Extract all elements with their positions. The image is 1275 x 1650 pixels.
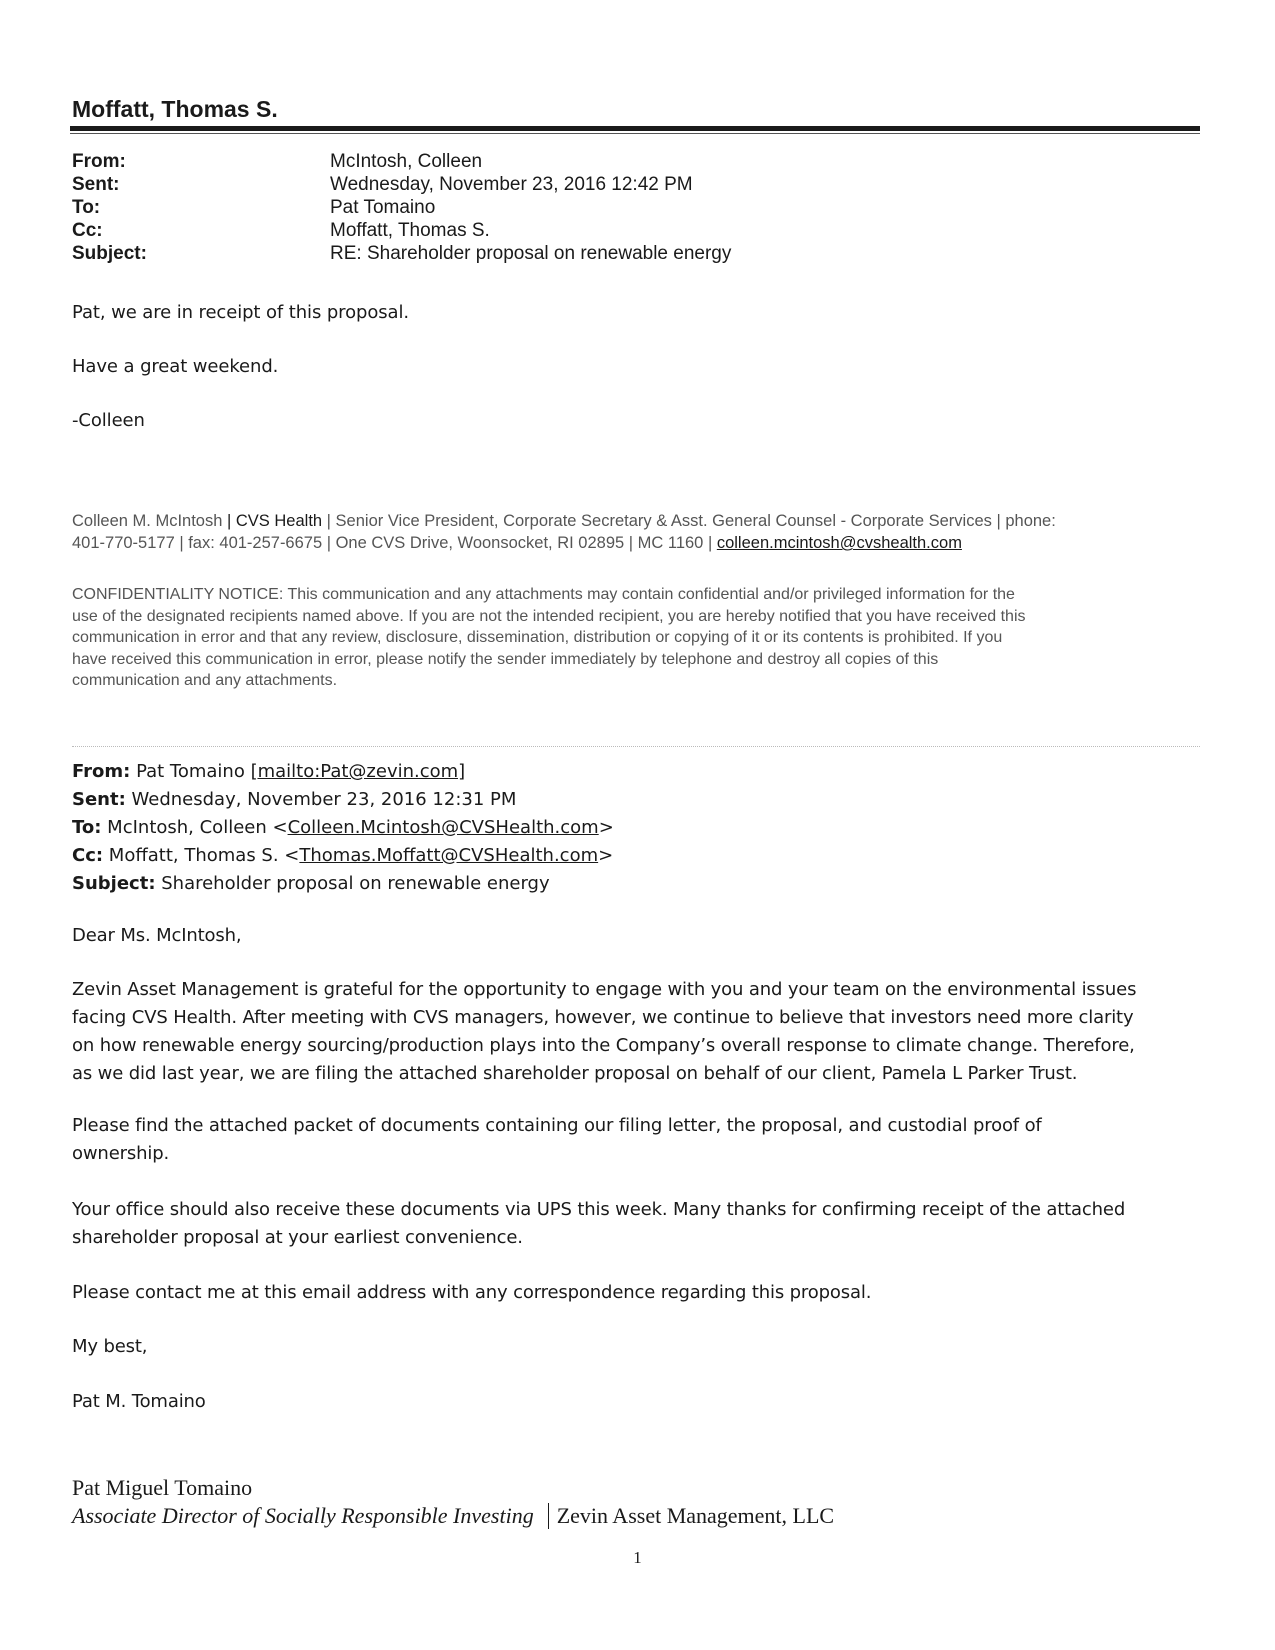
pat-signature-block <box>72 1474 834 1530</box>
original-to-email-link[interactable]: Colleen.Mcintosh@CVSHealth.com <box>287 817 599 838</box>
page-number: 1 <box>633 1548 642 1567</box>
original-from-mailto-link[interactable]: [mailto:Pat@zevin.com] <box>250 761 466 782</box>
pat-signature-title: Associate Director of Socially Responsible Investing <box>72 1503 534 1528</box>
original-paragraph-4: Please contact me at this email address with any correspondence regarding this proposal. <box>72 1282 872 1303</box>
subject-label: Subject: <box>72 243 147 264</box>
original-email-header <box>72 758 1202 898</box>
original-sent-value: Wednesday, November 23, 2016 12:31 PM <box>125 789 517 810</box>
reply-to-row <box>72 197 1172 220</box>
signature-line-2 <box>72 532 1202 554</box>
to-value: Pat Tomaino <box>330 197 436 218</box>
confidentiality-line-1: CONFIDENTIALITY NOTICE: This communication and any attachments may contain confidential and/or privileged information for the <box>72 586 1015 603</box>
original-paragraph-1 <box>72 976 1202 1088</box>
original-to-close: > <box>598 817 614 838</box>
confidentiality-notice <box>72 584 1207 692</box>
header-rule-thin <box>70 133 1200 134</box>
original-sender-name: Pat M. Tomaino <box>72 1391 206 1412</box>
confidentiality-line-3: communication in error and that any review, disclosure, dissemination, distribution or copying of it or its contents is prohibited. If you <box>72 629 1003 646</box>
reply-subject-row <box>72 243 1172 266</box>
signature-email-link[interactable]: colleen.mcintosh@cvshealth.com <box>716 534 962 552</box>
original-paragraph-3 <box>72 1196 1202 1252</box>
signature-title: | Senior Vice President, Corporate Secretary & Asst. General Counsel - Corporate Services | phone: <box>322 512 1056 530</box>
signature-company: CVS Health <box>235 512 323 530</box>
paragraph-3-line-2: shareholder proposal at your earliest convenience. <box>72 1227 523 1248</box>
original-paragraph-2 <box>72 1112 1202 1168</box>
original-from-row <box>72 758 1202 786</box>
paragraph-1-line-1: Zevin Asset Management is grateful for the opportunity to engage with you and your team on the environmental issues <box>72 979 1137 1000</box>
original-from-label: From: <box>72 761 131 782</box>
cc-label: Cc: <box>72 220 103 241</box>
original-cc-label: Cc: <box>72 845 104 866</box>
colleen-signature-block <box>72 510 1202 554</box>
paragraph-1-line-4: as we did last year, we are filing the attached shareholder proposal on behalf of our client, Pamela L Parker Trust. <box>72 1063 1078 1084</box>
original-from-name: Pat Tomaino <box>130 761 251 782</box>
reply-body-signoff: -Colleen <box>72 410 145 431</box>
sent-label: Sent: <box>72 174 120 195</box>
to-label: To: <box>72 197 101 218</box>
original-to-label: To: <box>72 817 102 838</box>
original-closing: My best, <box>72 1336 148 1357</box>
quoted-email-divider <box>72 746 1200 747</box>
original-subject-value: Shareholder proposal on renewable energy <box>155 873 550 894</box>
reply-from-row <box>72 151 1172 174</box>
reply-body-line-2: Have a great weekend. <box>72 356 279 377</box>
original-to-name: McIntosh, Colleen < <box>101 817 288 838</box>
original-sent-row <box>72 786 1202 814</box>
from-label: From: <box>72 151 126 172</box>
original-cc-close: > <box>598 845 614 866</box>
reply-email-header <box>72 151 1172 266</box>
original-subject-row <box>72 870 1202 898</box>
paragraph-1-line-3: on how renewable energy sourcing/production plays into the Company’s overall response to climate change. Therefore, <box>72 1035 1135 1056</box>
original-cc-name: Moffatt, Thomas S. < <box>103 845 300 866</box>
pat-signature-company: Zevin Asset Management, LLC <box>556 1503 835 1528</box>
sent-value: Wednesday, November 23, 2016 12:42 PM <box>330 174 693 195</box>
signature-line-1 <box>72 510 1202 532</box>
paragraph-2-line-2: ownership. <box>72 1143 170 1164</box>
reply-cc-row <box>72 220 1172 243</box>
pat-signature-separator <box>548 1503 549 1529</box>
mailbox-owner-name: Moffatt, Thomas S. <box>72 96 278 122</box>
paragraph-3-line-1: Your office should also receive these documents via UPS this week. Many thanks for confirming receipt of the attached <box>72 1199 1126 1220</box>
confidentiality-line-2: use of the designated recipients named above. If you are not the intended recipient, you are hereby notified that you have received this <box>72 607 1026 625</box>
original-greeting: Dear Ms. McIntosh, <box>72 925 242 946</box>
original-sent-label: Sent: <box>72 789 126 810</box>
pat-signature-title-row <box>72 1502 834 1530</box>
signature-sep: | <box>222 512 236 530</box>
reply-body-line-1: Pat, we are in receipt of this proposal. <box>72 302 409 323</box>
signature-contact: 401-770-5177 | fax: 401-257-6675 | One CVS Drive, Woonsocket, RI 02895 | MC 1160 | <box>72 534 717 552</box>
paragraph-1-line-2: facing CVS Health. After meeting with CVS managers, however, we continue to believe that investors need more clarity <box>72 1007 1134 1028</box>
original-to-row <box>72 814 1202 842</box>
confidentiality-line-4: have received this communication in error, please notify the sender immediately by telephone and destroy all copies of this <box>72 650 939 668</box>
paragraph-2-line-1: Please find the attached packet of documents containing our filing letter, the proposal, and custodial proof of <box>72 1115 1042 1136</box>
cc-value: Moffatt, Thomas S. <box>330 220 490 241</box>
original-cc-row <box>72 842 1202 870</box>
signature-name: Colleen M. McIntosh <box>72 512 223 530</box>
original-subject-label: Subject: <box>72 873 156 894</box>
from-value: McIntosh, Colleen <box>330 151 483 172</box>
original-cc-email-link[interactable]: Thomas.Moffatt@CVSHealth.com <box>299 845 599 866</box>
pat-signature-name: Pat Miguel Tomaino <box>72 1475 253 1500</box>
header-rule-thick <box>70 126 1200 131</box>
confidentiality-line-5: communication and any attachments. <box>72 672 338 689</box>
reply-sent-row <box>72 174 1172 197</box>
subject-value: RE: Shareholder proposal on renewable energy <box>330 243 732 264</box>
